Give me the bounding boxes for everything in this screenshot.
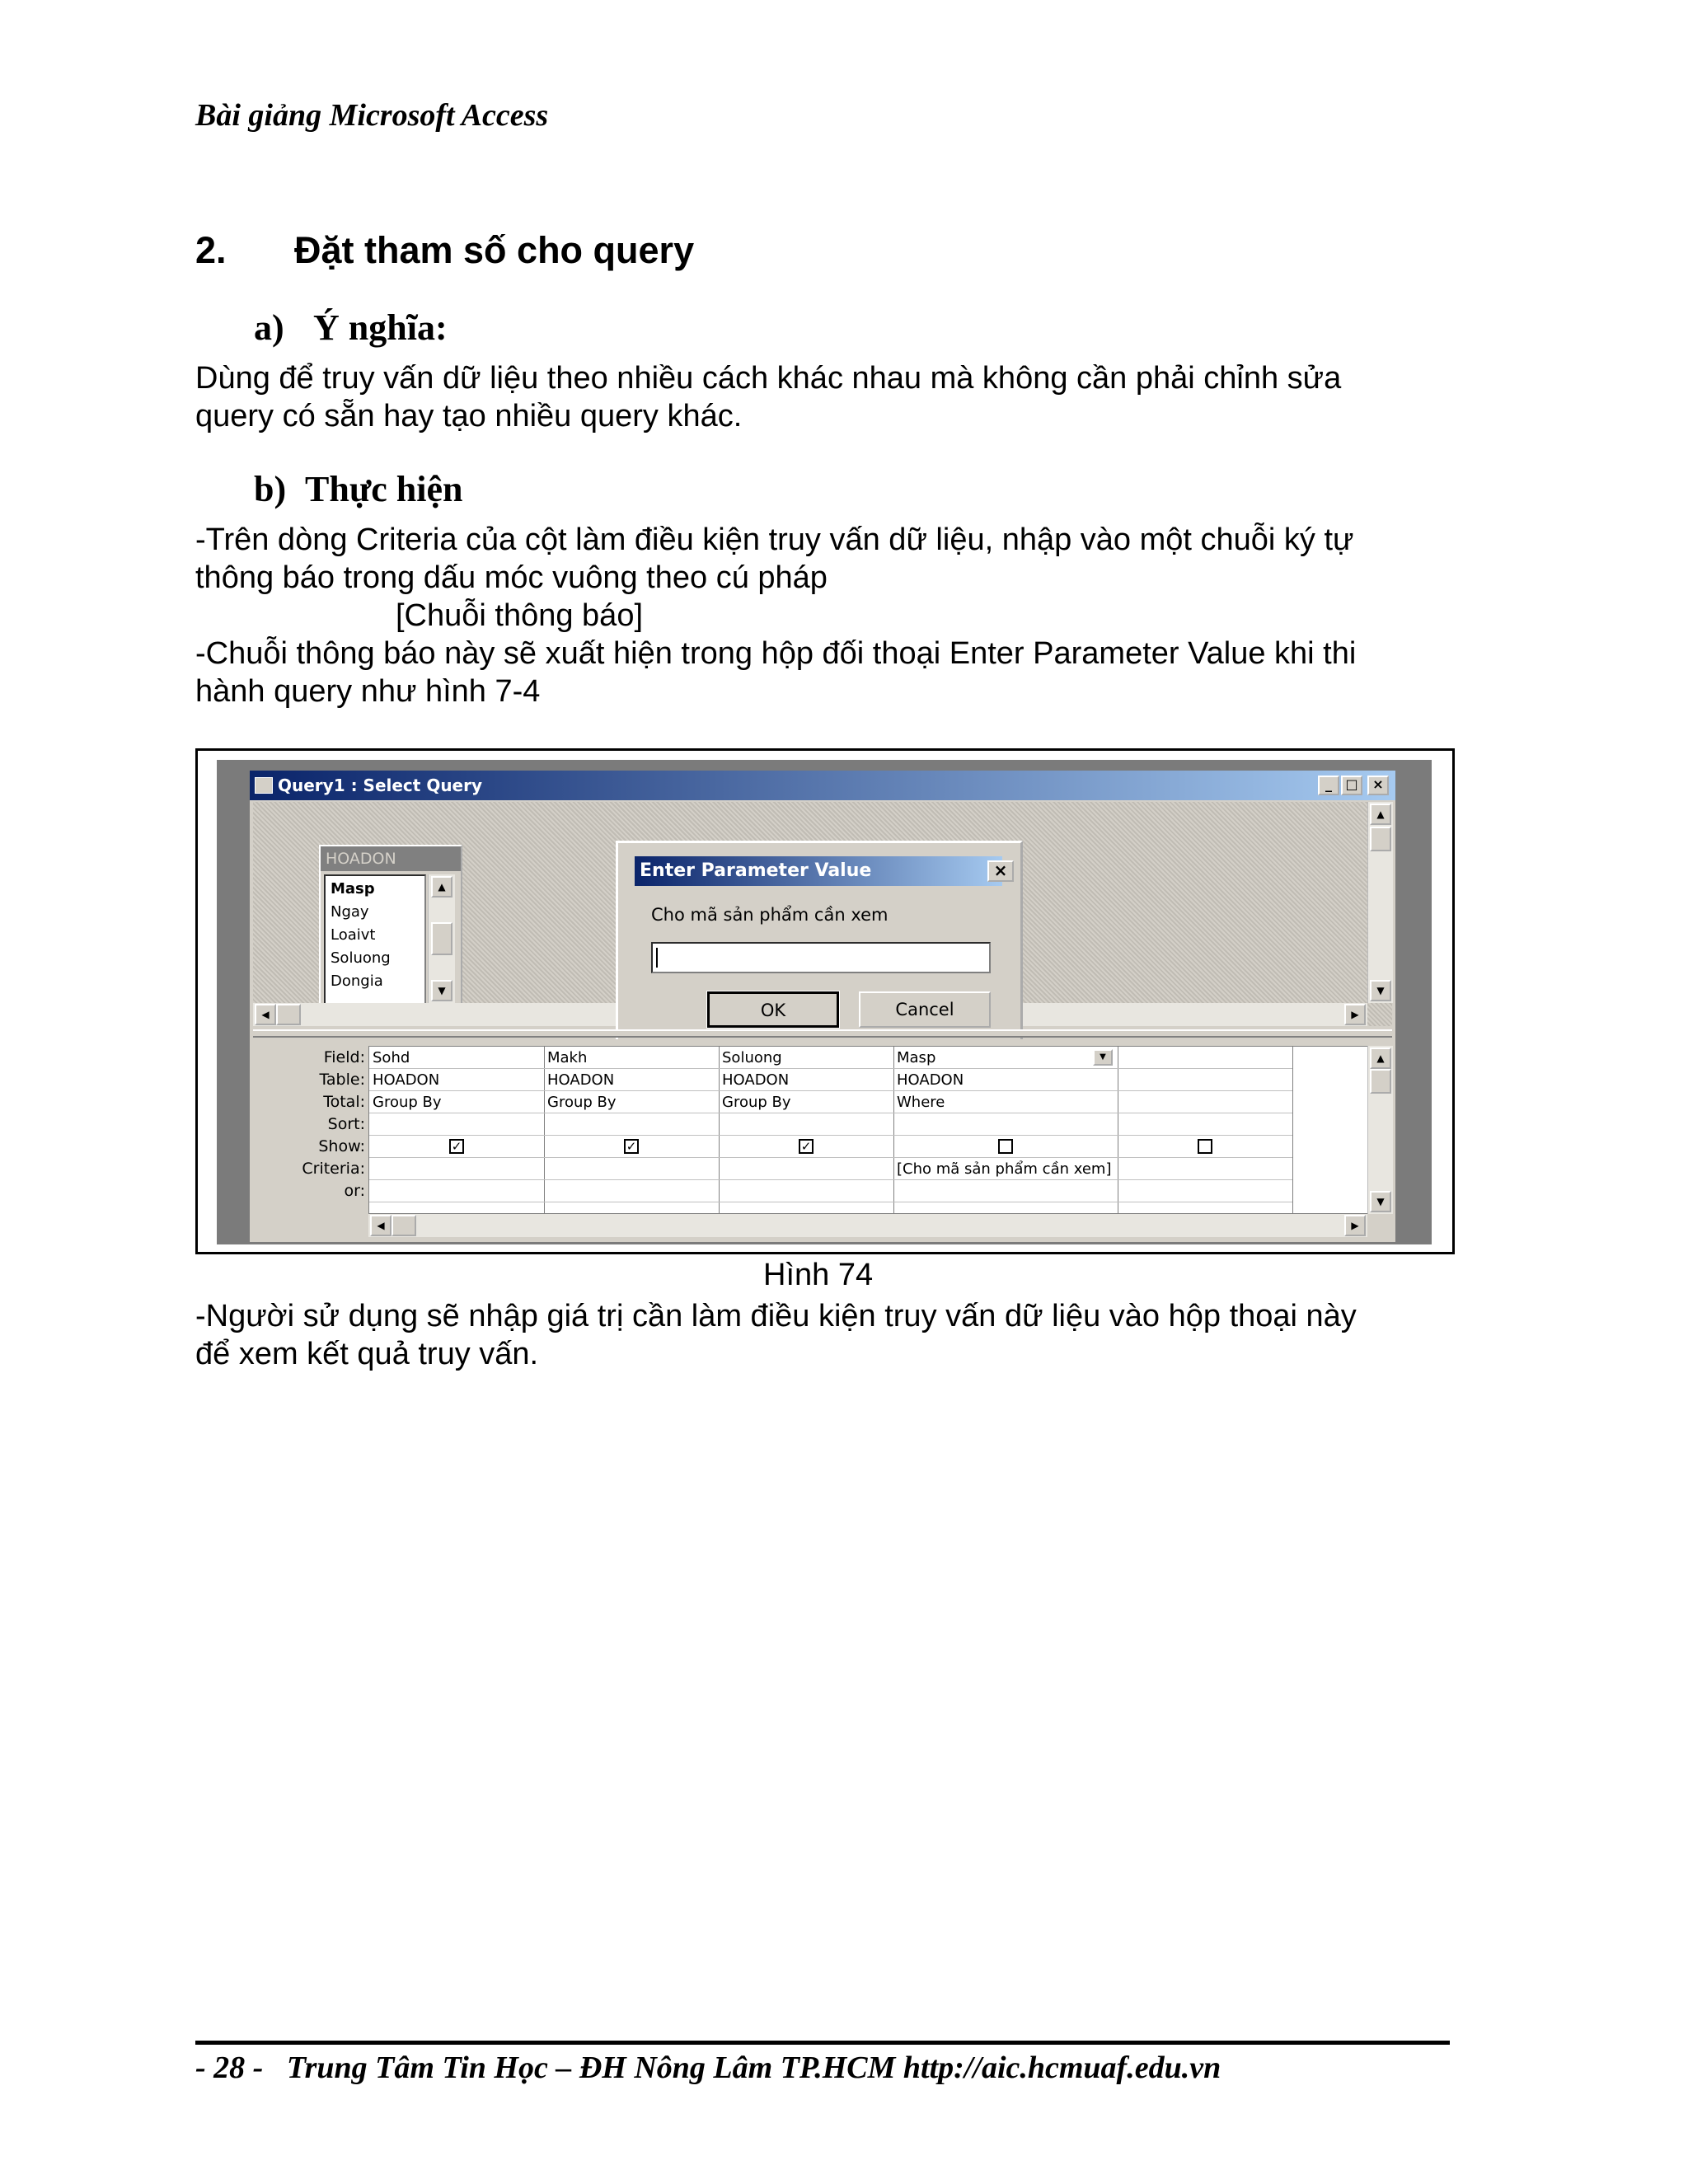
field-item[interactable]: Masp [331,880,375,898]
grid-cell-show[interactable] [1118,1136,1292,1158]
grid-cell-table[interactable] [544,1069,719,1091]
grid-cell-sort[interactable] [544,1113,719,1136]
grid-cell-criteria[interactable] [369,1158,544,1180]
scroll-down-icon[interactable]: ▼ [1370,980,1391,1001]
grid-cell-table[interactable] [719,1069,893,1091]
row-label-sort: Sort: [327,1115,365,1133]
table-box-title: HOADON [321,846,461,871]
paragraph-c-line-1: -Người sử dụng sẽ nhập giá trị cần làm điều kiện truy vấn dữ liệu vào hộp thoại này [195,1299,1357,1333]
grid-cell-text: Group By [722,1094,791,1111]
grid-cell-or[interactable] [893,1180,1118,1202]
row-label-or: or: [344,1182,365,1200]
grid-cell-field[interactable] [369,1047,544,1069]
table-box-scrollbar[interactable] [428,874,455,1005]
close-button[interactable]: × [1367,776,1389,795]
subsection-a-title: Ý nghĩa: [313,307,448,348]
grid-cell-text: Sohd [373,1049,410,1066]
scroll-up-icon[interactable]: ▲ [431,876,452,898]
document-header: Bài giảng Microsoft Access [195,98,549,133]
grid-cell-text: Group By [373,1094,442,1111]
grid-cell-total[interactable] [719,1091,893,1113]
grid-cell-text: Group By [547,1094,617,1111]
field-item[interactable]: Dongia [331,972,383,990]
grid-column [544,1047,720,1213]
grid-cell-show[interactable] [369,1136,544,1158]
paragraph-c-line-2: để xem kết quả truy vấn. [195,1337,539,1371]
chevron-down-icon[interactable]: ▼ [1093,1049,1113,1066]
grid-cell-criteria[interactable] [1118,1158,1292,1180]
scroll-up-icon[interactable]: ▲ [1370,1047,1391,1069]
checked-checkbox-icon[interactable]: ✓ [624,1139,639,1154]
syntax-example: [Chuỗi thông báo] [396,598,644,633]
grid-cell-total[interactable] [544,1091,719,1113]
table-box-hoadon[interactable] [319,845,462,1013]
dialog-close-button[interactable]: × [987,860,1014,882]
section-number: 2. [195,229,227,271]
query-window-titlebar[interactable] [250,771,1395,800]
checkbox-icon[interactable] [1198,1139,1212,1154]
pane-splitter[interactable] [253,1029,1392,1038]
table-pane [253,802,1392,1026]
scroll-thumb[interactable] [276,1004,301,1025]
grid-column [719,1047,894,1213]
grid-column [369,1047,545,1213]
grid-cell-total[interactable] [1118,1091,1292,1113]
checked-checkbox-icon[interactable]: ✓ [799,1139,814,1154]
grid-horizontal-scrollbar[interactable] [368,1214,1367,1237]
grid-cell-text: HOADON [897,1071,964,1089]
row-label-criteria: Criteria: [302,1160,365,1178]
checkbox-icon[interactable] [998,1139,1013,1154]
row-label-table: Table: [319,1071,365,1089]
query-design-grid [368,1046,1384,1214]
scroll-up-icon[interactable]: ▲ [1370,804,1391,825]
checked-checkbox-icon[interactable]: ✓ [449,1139,464,1154]
subsection-b-title: Thực hiện [305,469,463,509]
grid-cell-or[interactable] [369,1180,544,1202]
grid-cell-text: Where [897,1094,945,1111]
page-footer [195,2050,1221,2086]
page-number: - 28 - [195,2050,264,2085]
row-label-show: Show: [318,1137,365,1155]
paragraph-b-line-5: hành query như hình 7-4 [195,674,541,709]
subsection-b-label: b) [254,469,287,509]
scroll-right-icon[interactable]: ▶ [1344,1215,1366,1236]
grid-cell-criteria[interactable] [893,1158,1118,1180]
grid-cell-or[interactable] [544,1180,719,1202]
grid-cell-table[interactable] [1118,1069,1292,1091]
grid-cell-show[interactable] [893,1136,1118,1158]
grid-column [1118,1047,1293,1213]
grid-vertical-scrollbar[interactable] [1367,1046,1393,1214]
grid-cell-sort[interactable] [893,1113,1118,1136]
dialog-titlebar[interactable] [635,856,1008,886]
grid-cell-field[interactable] [1118,1047,1292,1069]
grid-cell-field[interactable] [893,1047,1118,1069]
grid-cell-or[interactable] [719,1180,893,1202]
grid-cell-criteria[interactable] [544,1158,719,1180]
grid-cell-show[interactable] [719,1136,893,1158]
grid-cell-criteria[interactable] [719,1158,893,1180]
grid-cell-sort[interactable] [369,1113,544,1136]
paragraph-b-line-4: -Chuỗi thông báo này sẽ xuất hiện trong hộp đối thoại Enter Parameter Value khi thi [195,636,1357,671]
row-label-field: Field: [323,1048,365,1066]
scroll-thumb[interactable] [1370,1069,1391,1094]
grid-cell-text: Masp [897,1049,936,1066]
grid-column [893,1047,1118,1213]
text-cursor [656,948,658,968]
minimize-button[interactable]: _ [1318,776,1339,795]
query-window-icon [255,777,273,794]
paragraph-a-line-2: query có sẵn hay tạo nhiều query khác. [195,399,743,434]
scroll-right-icon[interactable]: ▶ [1344,1004,1366,1025]
paragraph-b-line-2: thông báo trong dấu móc vuông theo cú pháp [195,560,828,595]
query-window [250,771,1395,1242]
grid-cell-table[interactable] [893,1069,1118,1091]
grid-cell-text: HOADON [373,1071,440,1089]
paragraph-a-line-1: Dùng để truy vấn dữ liệu theo nhiều cách khác nhau mà không cần phải chỉnh sửa [195,361,1342,396]
grid-cell-or[interactable] [1118,1180,1292,1202]
cancel-button[interactable]: Cancel [859,991,991,1028]
scroll-thumb[interactable] [392,1215,416,1236]
enter-parameter-dialog [616,841,1023,1045]
row-label-total: Total: [323,1093,365,1111]
section-title: Đặt tham số cho query [294,229,695,271]
field-item[interactable]: Ngay [331,903,369,921]
grid-cell-field[interactable] [544,1047,719,1069]
grid-cell-text: HOADON [722,1071,790,1089]
scroll-down-icon[interactable]: ▼ [1370,1191,1391,1212]
grid-cell-field[interactable] [719,1047,893,1069]
table-pane-vertical-scrollbar[interactable] [1367,802,1393,1003]
grid-cell-total[interactable] [369,1091,544,1113]
maximize-button[interactable]: □ [1341,776,1362,795]
dialog-title: Enter Parameter Value [640,860,872,881]
grid-cell-table[interactable] [369,1069,544,1091]
figure-caption: Hình 74 [763,1258,874,1292]
grid-cell-text: Soluong [722,1049,782,1066]
grid-cell-text: HOADON [547,1071,615,1089]
grid-cell-sort[interactable] [1118,1113,1292,1136]
field-item[interactable]: Soluong [331,949,391,967]
ok-button[interactable]: OK [707,991,839,1028]
scroll-left-icon[interactable]: ◀ [255,1004,276,1025]
grid-cell-sort[interactable] [719,1113,893,1136]
grid-cell-text: Makh [547,1049,588,1066]
footer-text: Trung Tâm Tin Học – ĐH Nông Lâm TP.HCM http://aic.hcmuaf.edu.vn [286,2050,1221,2085]
grid-cell-text: [Cho mã sản phẩm cần xem] [897,1160,1112,1178]
scroll-left-icon[interactable]: ◀ [370,1215,392,1236]
table-field-list [324,874,426,1005]
scroll-thumb[interactable] [431,922,452,955]
footer-rule [195,2041,1450,2045]
field-item[interactable]: Loaivt [331,926,376,944]
paragraph-b-line-1: -Trên dòng Criteria của cột làm điều kiện truy vấn dữ liệu, nhập vào một chuỗi ký tự [195,523,1354,557]
design-grid-pane [253,1039,1392,1239]
grid-cell-total[interactable] [893,1091,1118,1113]
query-window-title: Query1 : Select Query [278,776,483,795]
grid-cell-show[interactable] [544,1136,719,1158]
scroll-down-icon[interactable]: ▼ [431,980,452,1001]
dialog-prompt: Cho mã sản phẩm cần xem [651,905,889,925]
parameter-input[interactable] [651,942,991,973]
scroll-thumb[interactable] [1370,827,1391,851]
subsection-a-label: a) [254,307,284,348]
